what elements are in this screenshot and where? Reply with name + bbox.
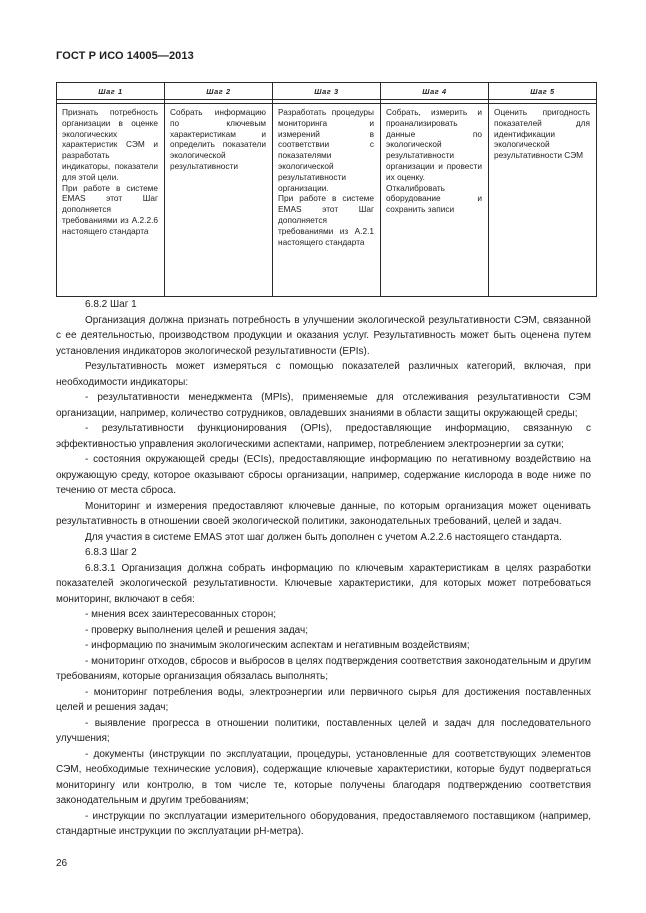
steps-body-row	[57, 104, 597, 297]
list-item: - проверку выполнения целей и решения задач;	[85, 624, 309, 636]
page-number: 26	[56, 858, 68, 869]
paragraph: Результативность может измеряться с помощью показателей различных категорий, включая, при необходимости индикаторы:	[56, 361, 591, 388]
cell-text: Признать потребность организации в оценке экологических характеристик СЭМ и разработать индикаторы, показатели для этой цели.	[62, 107, 158, 182]
steps-header-row	[57, 83, 597, 100]
step-1-cell	[57, 104, 165, 297]
list-item: - мониторинг отходов, сбросов и выбросов в целях подтверждения соответствия законодательным и другим требованиям, которые организация обязалась выполнять;	[56, 655, 591, 682]
step-3-cell	[273, 104, 381, 297]
list-item: - результативности функционирования (OPIs), предоставляющие информацию, связанную с эффективностью управления экологическими аспектами, например, потреблением электроэнергии за сутки;	[56, 423, 591, 450]
step-5-cell	[489, 104, 597, 297]
cell-text: Оценить пригодность показателей для идентификации экологической результативности СЭМ	[494, 107, 590, 161]
step-2-cell	[165, 104, 273, 297]
paragraph: 6.8.3.1 Организация должна собрать информацию по ключевым характеристикам в целях разработки показателей экологической результативности. Ключевые характеристики, для которых может потребоваться мониторинг, включают в себя:	[56, 562, 591, 605]
cell-text: Собрать, измерить и проанализировать данные по экологической результативности организации и провести их оценку.	[386, 107, 482, 182]
list-item: - выявление прогресса в отношении политики, поставленных целей и задач для последовательного улучшения;	[56, 717, 591, 744]
step-4-cell	[381, 104, 489, 297]
list-item: - состояния окружающей среды (ECIs), предоставляющие информацию по негативному воздействию на окружающую среду, которое оказывают сбросы организации, например, содержание кислорода в воде ниже по течению от места сброса.	[56, 454, 591, 496]
paragraph: Для участия в системе EMAS этот шаг должен быть дополнен с учетом А.2.2.6 настоящего стандарта.	[85, 531, 562, 543]
cell-text: При работе в системе EMAS этот Шаг дополняется требованиями из А.2.2.6 настоящего стандарта	[62, 182, 158, 236]
document-header: ГОСТ Р ИСО 14005—2013	[56, 50, 194, 62]
cell-text: Разработать процедуры мониторинга и измерений в соответствии с показателями экологической результативности организации.	[278, 107, 374, 193]
section-heading: 6.8.3 Шаг 2	[85, 547, 137, 558]
list-item: - мнения всех заинтересованных сторон;	[85, 609, 276, 620]
step-header: Шаг 4	[381, 83, 489, 100]
cell-text: Собрать информацию по ключевым характеристикам и определить показатели экологической результативности	[170, 107, 266, 171]
cell-text: Откалибровать оборудование и сохранить записи	[386, 182, 482, 215]
list-item: - документы (инструкции по эксплуатации, процедуры, установленные для соответствующих элементов СЭМ, необходимые технические условия), содержащие ключевые характеристики, которые будут подвергаться мониторингу или контролю, в том числе те, которые получены благодаря подтверждению соответствия законодательным и другим требованиям;	[56, 748, 591, 806]
paragraph: Мониторинг и измерения предоставляют ключевые данные, по которым организация может оценивать результативность в отношении своей экологической политики, законодательных требований, целей и задач.	[56, 500, 591, 527]
list-item: - результативности менеджмента (MPIs), применяемые для отслеживания результативности СЭМ организации, например, количество сотрудников, овладевших знаниями в области защиты окружающей среды;	[56, 392, 591, 419]
steps-table	[56, 82, 597, 297]
step-header: Шаг 1	[57, 83, 165, 100]
section-heading: 6.8.2 Шаг 1	[85, 299, 137, 310]
body-text	[56, 297, 591, 840]
step-header: Шаг 3	[273, 83, 381, 100]
list-item: - информацию по значимым экологическим аспектам и негативным воздействиям;	[85, 640, 470, 651]
list-item: - мониторинг потребления воды, электроэнергии или первичного сырья для достижения поставленных целей и решения задач;	[56, 686, 591, 713]
step-header: Шаг 5	[489, 83, 597, 100]
step-header: Шаг 2	[165, 83, 273, 100]
cell-text: При работе в системе EMAS этот Шаг дополняется требованиями из А.2.1 настоящего стандарта	[278, 193, 374, 247]
paragraph: Организация должна признать потребность в улучшении экологической результативности СЭМ, связанной с ее деятельностью, производством продукции и оказания услуг. Результативность может быть оценена путем установления индикаторов экологической результативности (EPIs).	[56, 314, 591, 357]
list-item: - инструкции по эксплуатации измерительного оборудования, предоставляемого поставщиком (например, стандартные инструкции по эксплуатации рН-метра).	[56, 810, 591, 837]
